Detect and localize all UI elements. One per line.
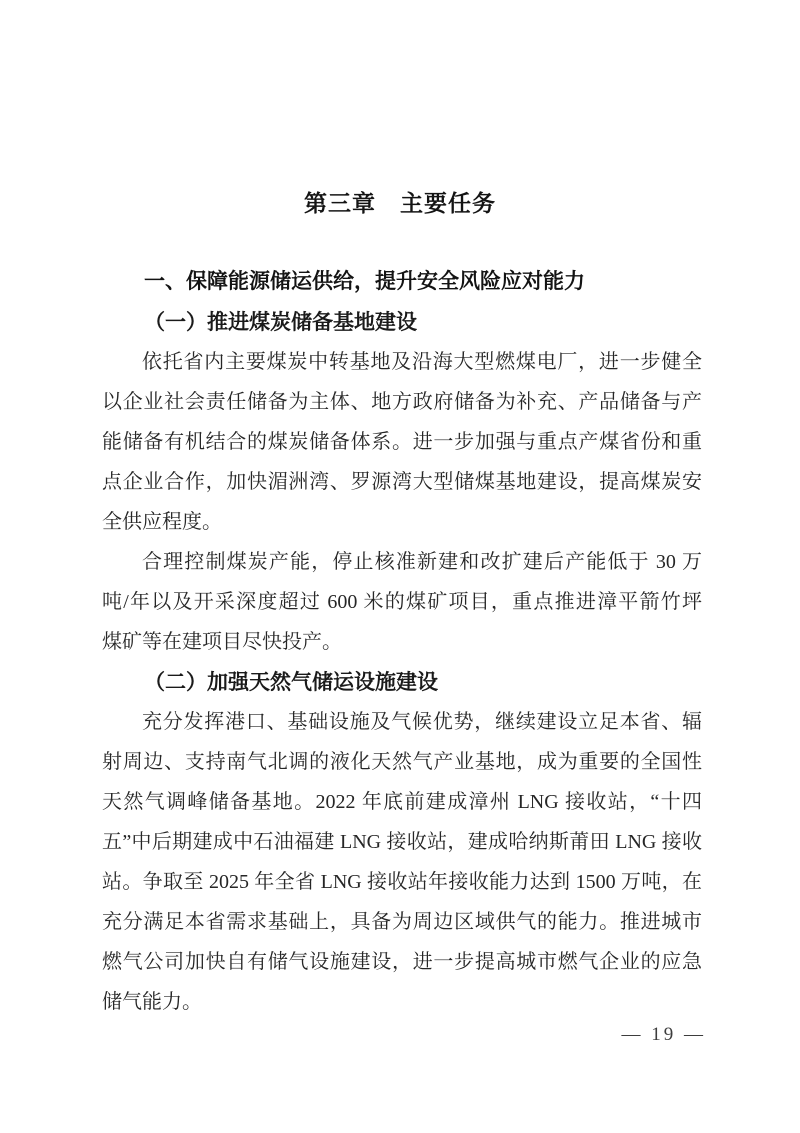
paragraph-2-line-3: 煤矿等在建项目尽快投产。 bbox=[102, 631, 342, 653]
chapter-title: 第三章 主要任务 bbox=[304, 190, 496, 216]
paragraph-1-line-4: 点企业合作，加快湄洲湾、罗源湾大型储煤基地建设，提高煤炭安 bbox=[102, 471, 702, 493]
paragraph-1-line-5: 全供应程度。 bbox=[102, 511, 222, 533]
subsection-1-heading: （一）推进煤炭储备基地建设 bbox=[144, 310, 417, 334]
subsection-2-heading: （二）加强天然气储运设施建设 bbox=[144, 670, 438, 694]
paragraph-3-line-3: 天然气调峰储备基地。2022 年底前建成漳州 LNG 接收站，“十四 bbox=[102, 791, 702, 813]
section-heading: 一、保障能源储运供给，提升安全风险应对能力 bbox=[144, 270, 585, 293]
page-content bbox=[102, 262, 702, 1022]
paragraph-3-line-6: 充分满足本省需求基础上，具备为周边区域供气的能力。推进城市 bbox=[102, 911, 702, 933]
paragraph-3-line-8: 储气能力。 bbox=[102, 991, 202, 1013]
page-number: — 19 — bbox=[621, 1024, 706, 1045]
paragraph-3-line-7: 燃气公司加快自有储气设施建设，进一步提高城市燃气企业的应急 bbox=[102, 951, 702, 973]
paragraph-3-line-5: 站。争取至 2025 年全省 LNG 接收站年接收能力达到 1500 万吨，在 bbox=[102, 871, 702, 893]
paragraph-2-line-1: 合理控制煤炭产能，停止核准新建和改扩建后产能低于 30 万 bbox=[142, 551, 702, 573]
paragraph-2-line-2: 吨/年以及开采深度超过 600 米的煤矿项目，重点推进漳平箭竹坪 bbox=[102, 591, 702, 613]
paragraph-3-line-2: 射周边、支持南气北调的液化天然气产业基地，成为重要的全国性 bbox=[102, 751, 702, 773]
paragraph-1-line-2: 以企业社会责任储备为主体、地方政府储备为补充、产品储备与产 bbox=[102, 391, 702, 413]
paragraph-3-line-4: 五”中后期建成中石油福建 LNG 接收站，建成哈纳斯莆田 LNG 接收 bbox=[102, 831, 702, 853]
paragraph-1-line-1: 依托省内主要煤炭中转基地及沿海大型燃煤电厂，进一步健全 bbox=[142, 351, 702, 373]
paragraph-1-line-3: 能储备有机结合的煤炭储备体系。进一步加强与重点产煤省份和重 bbox=[102, 431, 702, 453]
paragraph-3-line-1: 充分发挥港口、基础设施及气候优势，继续建设立足本省、辐 bbox=[142, 711, 702, 733]
